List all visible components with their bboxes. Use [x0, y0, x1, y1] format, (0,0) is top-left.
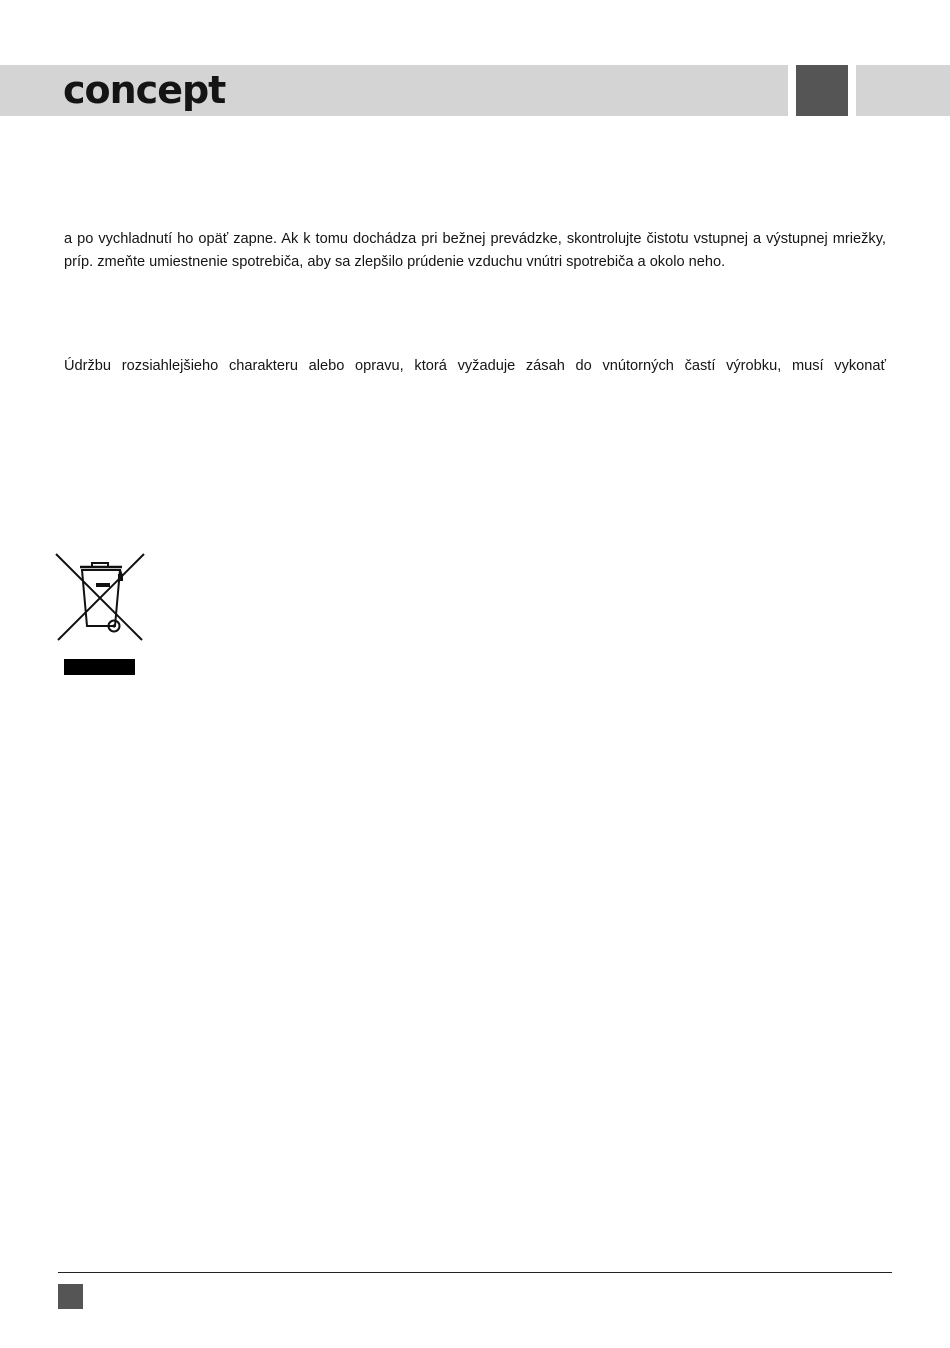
brand-logo: concept: [63, 68, 226, 112]
weee-underline-bar: [64, 659, 135, 675]
crossed-out-wheelie-bin-icon: [54, 552, 146, 642]
paragraph-maintenance-text: Údržbu rozsiahlejšieho charakteru alebo opravu, ktorá vyžaduje zásah do vnútorných častí výrobku, musí vykonať: [64, 358, 886, 374]
paragraph-ventilation: a po vychladnutí ho opäť zapne. Ak k tomu dochádza pri bežnej prevádzke, skontrolujte čistotu vstupnej a výstupnej mriežky, príp. zmeňte umiestnenie spotrebiča, aby sa zlepšilo prúdenie vzduchu vnútri spotrebiča a okolo neho.: [64, 231, 886, 270]
header-band-right: [856, 65, 950, 116]
footer-page-marker: [58, 1284, 83, 1309]
footer-divider: [58, 1272, 892, 1273]
header-tab-marker: [796, 65, 848, 116]
paragraph-maintenance: [64, 355, 886, 378]
